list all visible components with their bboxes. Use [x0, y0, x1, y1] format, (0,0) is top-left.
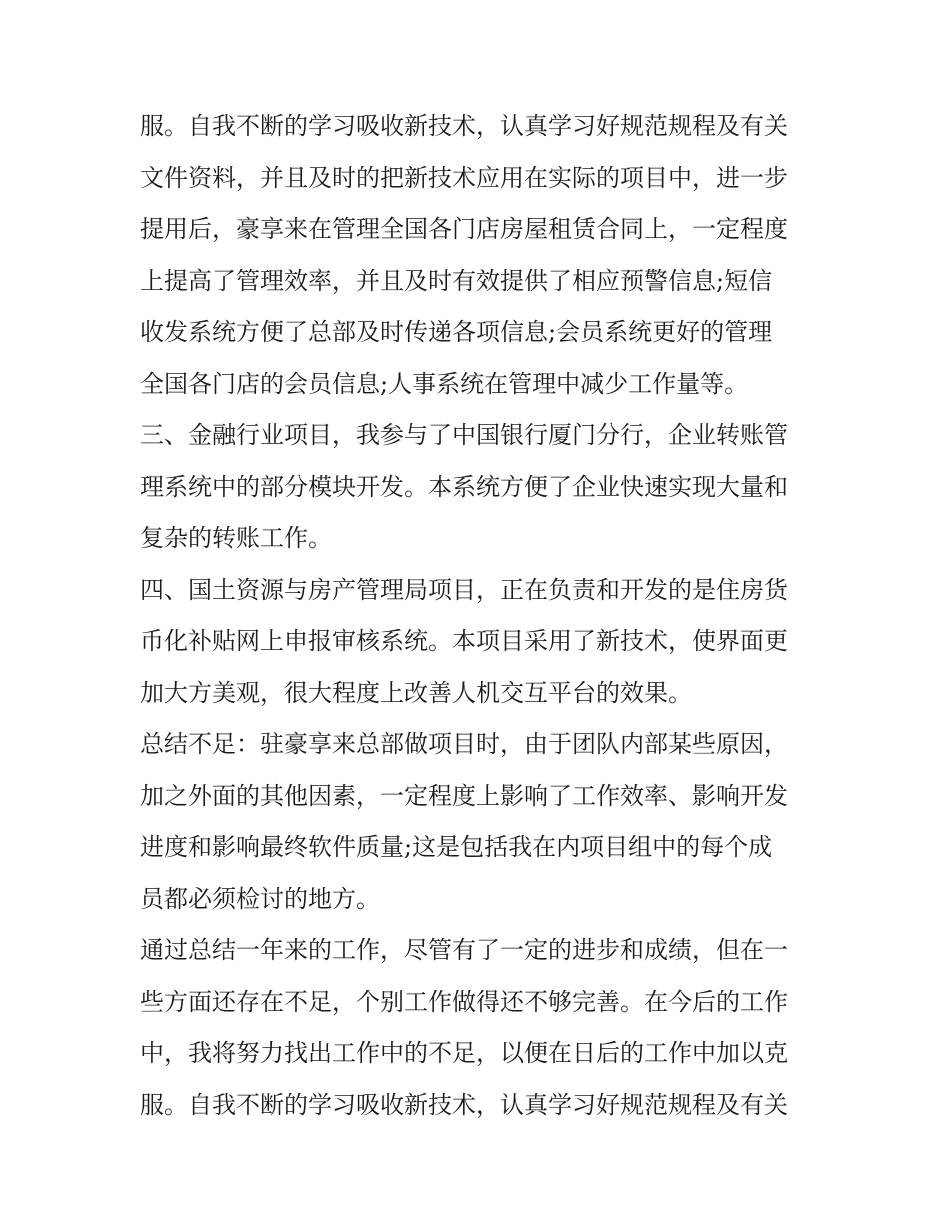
text-line: 总结不足：驻豪享来总部做项目时，由于团队内部某些原因，: [140, 730, 788, 758]
text-line: 加大方美观，很大程度上改善人机交互平台的效果。: [140, 678, 692, 707]
text-line: 服。自我不断的学习吸收新技术，认真学习好规范规程及有关: [140, 1090, 788, 1119]
text-line: 理系统中的部分模块开发。本系统方便了企业快速实现大量和: [140, 472, 788, 501]
text-line: 复杂的转账工作。: [140, 524, 332, 552]
text-line: 文件资料，并且及时的把新技术应用在实际的项目中，进一步: [140, 163, 788, 192]
text-line: 中，我将努力找出工作中的不足，以便在日后的工作中加以克: [140, 1039, 788, 1067]
text-line: 些方面还存在不足，个别工作做得还不够完善。在今后的工作: [140, 987, 788, 1016]
text-line: 加之外面的其他因素，一定程度上影响了工作效率、影响开发: [140, 781, 788, 810]
text-line: 通过总结一年来的工作，尽管有了一定的进步和成绩，但在一: [140, 936, 788, 964]
text-line: 币化补贴网上申报审核系统。本项目采用了新技术，使界面更: [140, 627, 788, 655]
text-line: 全国各门店的会员信息;人事系统在管理中减少工作量等。: [140, 369, 749, 398]
text-line: 三、金融行业项目，我参与了中国银行厦门分行，企业转账管: [140, 421, 788, 449]
text-line: 服。自我不断的学习吸收新技术，认真学习好规范规程及有关: [140, 112, 788, 140]
text-line: 提用后，豪享来在管理全国各门店房屋租赁合同上，一定程度: [140, 215, 788, 243]
document-body: [140, 101, 820, 1131]
text-line: 四、国土资源与房产管理局项目，正在负责和开发的是住房货: [140, 575, 788, 604]
text-line: 收发系统方便了总部及时传递各项信息;会员系统更好的管理: [140, 318, 773, 346]
text-line: 员都必须检讨的地方。: [140, 884, 380, 913]
text-line: 进度和影响最终软件质量;这是包括我在内项目组中的每个成: [140, 833, 773, 861]
text-line: 上提高了管理效率，并且及时有效提供了相应预警信息;短信: [140, 266, 773, 295]
